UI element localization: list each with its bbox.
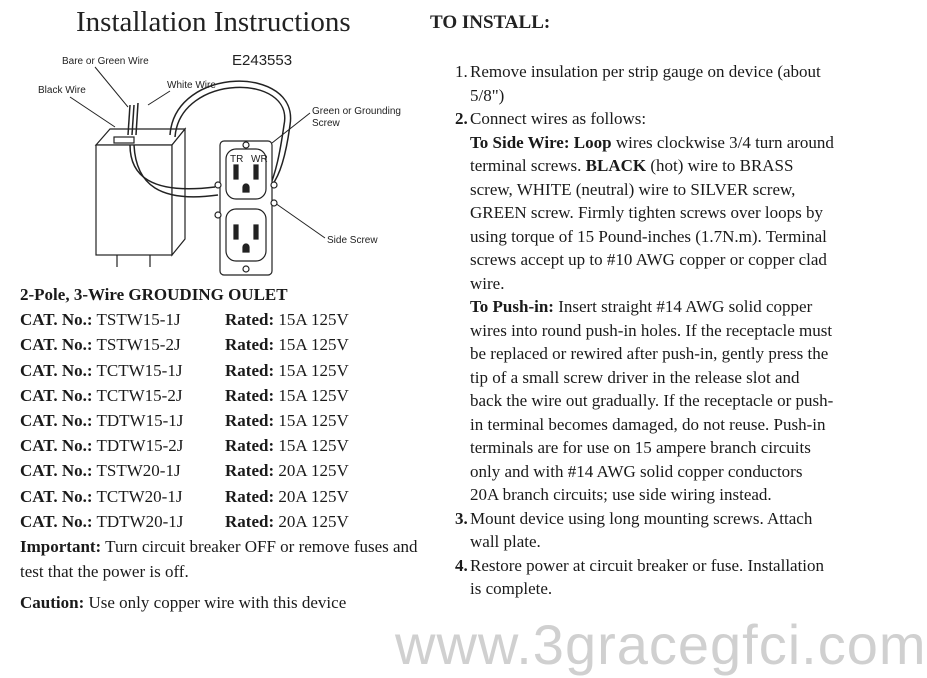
cat-label: CAT. No.: (20, 360, 93, 380)
to-install-heading: TO INSTALL: (430, 12, 551, 33)
cat-number: TSTW15-1J (96, 310, 181, 330)
label-black-wire: Black Wire (38, 85, 86, 96)
rated-value: 15A 125V (278, 410, 349, 430)
rated-label: Rated: (225, 310, 275, 330)
product-heading: 2-Pole, 3-Wire GROUDING OULET (20, 285, 288, 304)
cat-label: CAT. No.: (20, 335, 93, 355)
rated-value: 15A 125V (278, 385, 349, 405)
wiring-diagram (0, 45, 420, 280)
rated-label: Rated: (225, 335, 275, 355)
cat-label: CAT. No.: (20, 436, 93, 456)
product-section (20, 282, 420, 615)
rated-label: Rated: (225, 385, 275, 405)
label-tr: TR (230, 154, 244, 165)
rated-value: 20A 125V (278, 461, 349, 481)
rated-value: 20A 125V (278, 511, 349, 531)
important-text: Turn circuit breaker OFF or remove fuses and test that the power is off. (20, 536, 418, 581)
catalog-row (20, 332, 420, 357)
rated-value: 15A 125V (278, 335, 349, 355)
step-3 (455, 507, 835, 554)
label-side-screw: Side Screw (327, 235, 378, 246)
cat-number: TDTW15-2J (96, 436, 184, 456)
electrical-box (96, 129, 185, 267)
catalog-row (20, 458, 420, 483)
diagram-code: E243553 (232, 52, 293, 69)
cat-number: TDTW15-1J (96, 410, 184, 430)
cat-label: CAT. No.: (20, 486, 93, 506)
cat-label: CAT. No.: (20, 310, 93, 330)
rated-value: 20A 125V (278, 486, 349, 506)
step-2 (455, 107, 835, 507)
cat-label: CAT. No.: (20, 461, 93, 481)
catalog-list (20, 307, 420, 534)
step-1-number: 1. (455, 62, 468, 81)
caution-label: Caution: (20, 592, 85, 612)
rated-label: Rated: (225, 410, 275, 430)
cat-label: CAT. No.: (20, 410, 93, 430)
push-in-paragraph (470, 295, 835, 507)
catalog-row (20, 408, 420, 433)
side-wire-paragraph (470, 131, 835, 296)
page-title: Installation Instructions (76, 6, 351, 38)
caution-note (20, 590, 420, 615)
rated-value: 15A 125V (278, 436, 349, 456)
cat-number: TCTW15-2J (96, 385, 183, 405)
cat-number: TCTW15-1J (96, 360, 183, 380)
cat-number: TDTW20-1J (96, 511, 184, 531)
step-1-text: Remove insulation per strip gauge on device (about 5/8") (470, 62, 821, 105)
catalog-row (20, 433, 420, 458)
caution-text: Use only copper wire with this device (88, 592, 347, 612)
catalog-row (20, 358, 420, 383)
cat-label: CAT. No.: (20, 511, 93, 531)
cat-label: CAT. No.: (20, 385, 93, 405)
watermark: www.3gracegfci.com (395, 613, 927, 676)
label-bare-green-wire: Bare or Green Wire (62, 56, 149, 67)
step-3-number: 3. (455, 508, 468, 528)
catalog-row (20, 484, 420, 509)
side-wire-label: To Side Wire: Loop (470, 132, 612, 152)
install-steps (455, 60, 835, 601)
rated-label: Rated: (225, 461, 275, 481)
step-2-number: 2. (455, 109, 468, 128)
cat-number: TCTW20-1J (96, 486, 183, 506)
rated-label: Rated: (225, 436, 275, 456)
step-4-text: Restore power at circuit breaker or fuse. Installation is complete. (470, 555, 825, 598)
step-2-text: Connect wires as follows: (470, 109, 647, 128)
label-grounding-line2: Screw (312, 118, 340, 129)
label-wr: WR (251, 154, 268, 165)
cat-number: TSTW20-1J (96, 461, 181, 481)
push-in-text: Insert straight #14 AWG solid copper wires into round push-in holes. If the receptacle must be replaced or rewired after push-in, gently press the tip of a small screw driver in the release slot and back the wire out gradually. If the receptacle or push-in terminal becomes damaged, do not reuse. Push-in terminals are for use on 15 ampere branch circuits only and with #14 AWG solid copper conductors 20A branch circuits; use side wiring instead. (470, 297, 834, 504)
label-grounding-line1: Green or Grounding (312, 106, 401, 117)
rated-label: Rated: (225, 360, 275, 380)
side-wire-text-b: (hot) wire to BRASS screw, WHITE (neutral) wire to SILVER screw, GREEN screw. Firmly tighten screws over loops by using torque of 15 Pound-inches (1.7N.m). Terminal screws accept up to #10 AWG copper or copper clad wire. (470, 156, 827, 293)
black-label: BLACK (585, 156, 647, 175)
step-4-number: 4. (455, 555, 468, 575)
cat-number: TSTW15-2J (96, 335, 181, 355)
side-wire-text-a: wires clockwise 3/4 turn around terminal screws. (470, 132, 834, 175)
rated-value: 15A 125V (278, 360, 349, 380)
catalog-row (20, 509, 420, 534)
step-1 (455, 60, 835, 107)
step-3-text: Mount device using long mounting screws. Attach wall plate. (470, 508, 813, 551)
catalog-row (20, 383, 420, 408)
rated-label: Rated: (225, 486, 275, 506)
rated-value: 15A 125V (278, 310, 349, 330)
important-note (20, 534, 420, 584)
label-white-wire: White Wire (167, 80, 216, 91)
rated-label: Rated: (225, 511, 275, 531)
push-in-label: To Push-in: (470, 297, 554, 316)
important-label: Important: (20, 536, 102, 556)
receptacle (215, 141, 277, 275)
catalog-row (20, 307, 420, 332)
step-4 (455, 554, 835, 601)
